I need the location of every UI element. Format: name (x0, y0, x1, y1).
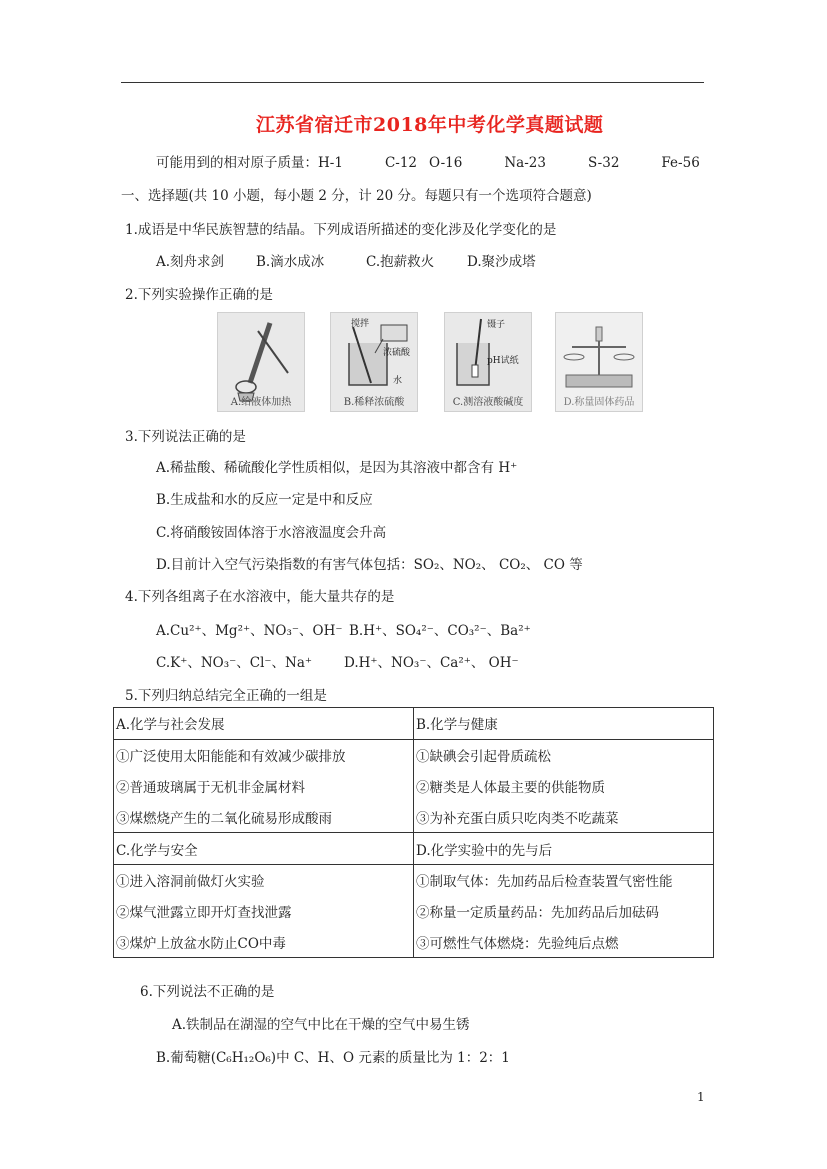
figure-label: 镊子 (487, 320, 506, 330)
table-cell: ①广泛使用太阳能能和有效减少碳排放 (114, 739, 414, 770)
table-header: B.化学与健康 (414, 708, 714, 740)
option: B.H⁺、SO₄²⁻、CO₃²⁻、Ba²⁺ (349, 623, 531, 639)
question-3-stem: 3.下列说法正确的是 (125, 429, 246, 445)
figure-heating-liquid (217, 312, 305, 412)
table-cell: ③煤炉上放盆水防止CO中毒 (114, 927, 414, 958)
question-4-stem: 4.下列各组离子在水溶液中，能大量共存的是 (125, 589, 395, 605)
summary-table (113, 707, 714, 958)
table-cell: ①进入溶洞前做灯火实验 (114, 864, 414, 895)
table-cell: ①缺碘会引起骨质疏松 (414, 739, 714, 770)
table-cell: ③可燃性气体燃烧：先验纯后点燃 (414, 927, 714, 958)
figure-caption: B.稀释浓硫酸 (343, 397, 405, 408)
figure-label: 搅拌 (351, 319, 370, 329)
atomic-mass-item: Fe-56 (661, 155, 700, 171)
figure-caption: D.称量固体药品 (563, 397, 635, 408)
header-rule (121, 82, 704, 83)
table-header: A.化学与社会发展 (114, 708, 414, 740)
question-6-stem: 6.下列说法不正确的是 (140, 984, 275, 1000)
atomic-mass-line (156, 151, 700, 171)
atomic-mass-item: H-1 (318, 155, 343, 171)
figure-ph-test (444, 312, 532, 412)
option: A.铁制品在湖湿的空气中比在干燥的空气中易生锈 (172, 1017, 470, 1033)
table-cell: ②糖类是人体最主要的供能物质 (414, 771, 714, 802)
figure-weigh-solid (555, 312, 643, 412)
figure-dilute-acid (330, 312, 418, 412)
table-cell: ②煤气泄露立即开灯查找泄露 (114, 896, 414, 927)
atomic-mass-item: S-32 (587, 155, 620, 171)
option: D.聚沙成塔 (467, 254, 536, 270)
figure-label: 浓硫酸 (383, 348, 411, 358)
table-header: D.化学实验中的先与后 (414, 833, 714, 865)
table-cell: ③煤燃烧产生的二氧化硫易形成酸雨 (114, 801, 414, 832)
question-1-options (156, 250, 756, 270)
option: B.葡萄糖(C₆H₁₂O₆)中 C、H、O 元素的质量比为 1：2：1 (156, 1050, 510, 1066)
atomic-mass-label: 可能用到的相对原子质量： (156, 155, 318, 171)
table-cell: ③为补充蛋白质只吃肉类不吃蔬菜 (414, 801, 714, 832)
figure-label: 水 (393, 376, 403, 386)
option: C.将硝酸铵固体溶于水溶液温度会升高 (156, 525, 387, 541)
table-header: C.化学与安全 (114, 833, 414, 865)
option: C.抱薪救火 (366, 254, 435, 270)
option: C.K⁺、NO₃⁻、Cl⁻、Na⁺ (156, 655, 313, 671)
table-cell: ①制取气体：先加药品后检查装置气密性能 (414, 864, 714, 895)
page-title: 江苏省宿迁市2018年中考化学真题试题 (256, 114, 604, 136)
table-cell: ②称量一定质量药品：先加药品后加砝码 (414, 896, 714, 927)
question-5-stem: 5.下列归纳总结完全正确的一组是 (125, 688, 327, 704)
option: A.Cu²⁺、Mg²⁺、NO₃⁻、OH⁻ (156, 623, 343, 639)
section-heading: 一、选择题(共 10 小题，每小题 2 分，计 20 分。每题只有一个选项符合题意) (121, 188, 592, 204)
table-cell: ②普通玻璃属于无机非金属材料 (114, 771, 414, 802)
atomic-mass-item: O-16 (429, 155, 463, 171)
option: A.稀盐酸、稀硫酸化学性质相似，是因为其溶液中都含有 H⁺ (156, 460, 518, 476)
figure-caption: C.测溶液酸碱度 (452, 397, 524, 408)
option: A.刻舟求剑 (156, 254, 225, 270)
question-1-stem: 1.成语是中华民族智慧的结晶。下列成语所描述的变化涉及化学变化的是 (125, 222, 557, 238)
figure-caption: A.给液体加热 (230, 397, 292, 408)
figure-label: pH试纸 (487, 356, 519, 366)
atomic-mass-item: C-12 (384, 155, 418, 171)
option: D.目前计入空气污染指数的有害气体包括：SO₂、NO₂、 CO₂、 CO 等 (156, 557, 583, 573)
option: B.滴水成冰 (256, 254, 325, 270)
question-2-stem: 2.下列实验操作正确的是 (125, 287, 273, 303)
option: D.H⁺、NO₃⁻、Ca²⁺、 OH⁻ (344, 655, 519, 671)
atomic-mass-item: Na-23 (504, 155, 546, 171)
page-number: 1 (697, 1090, 705, 1104)
option: B.生成盐和水的反应一定是中和反应 (156, 492, 373, 508)
